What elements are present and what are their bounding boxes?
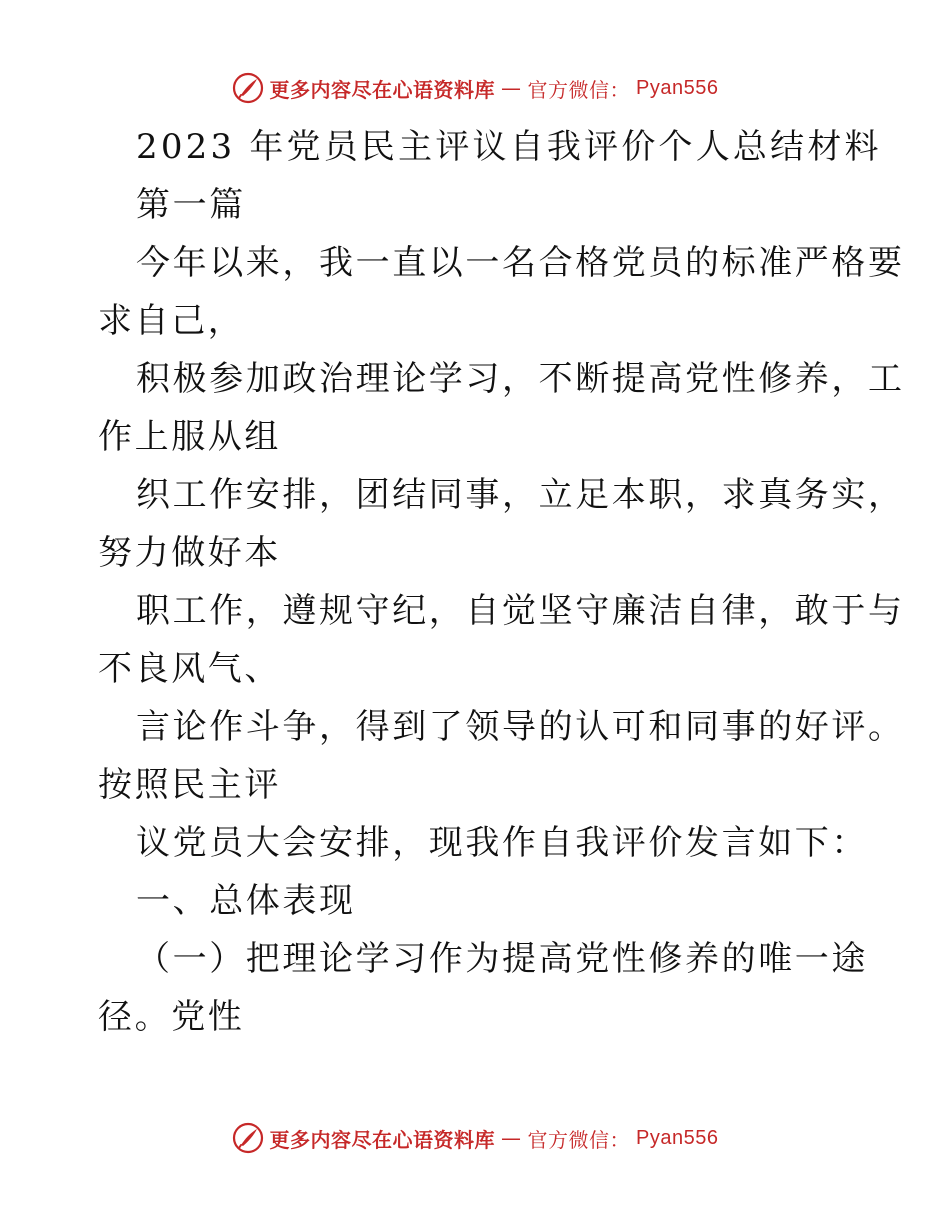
document-title: 2023 年党员民主评议自我评价个人总结材料 [136,127,882,167]
watermark-footer [0,1122,950,1154]
paragraph-line: 职工作，遵规守纪，自觉坚守廉洁自律，敢于与 [136,591,905,631]
paragraph-line: 不良风气、 [98,649,281,689]
watermark-header [0,72,950,104]
watermark-contact-id: Pyan556 [636,76,719,99]
paragraph-line: 径。党性 [98,997,245,1037]
paragraph-line: 努力做好本 [98,533,281,573]
paragraph-line: 作上服从组 [98,417,281,457]
quill-pen-logo-icon [232,1122,264,1154]
watermark-separator: — [501,1126,522,1150]
section-heading: 一、总体表现 [136,881,356,921]
paragraph-line: 第一篇 [136,185,246,225]
paragraph-line: 今年以来，我一直以一名合格党员的标准严格要 [136,243,905,283]
quill-pen-logo-icon [232,72,264,104]
watermark-contact-label: 官方微信： [527,1127,631,1152]
paragraph-line: 言论作斗争，得到了领导的认可和同事的好评。 [136,707,905,747]
paragraph-line: 织工作安排，团结同事，立足本职，求真务实， [136,475,905,515]
watermark-brand: 更多内容尽在心语资料库 [269,77,496,102]
paragraph-line: 积极参加政治理论学习，不断提高党性修养，工 [136,359,905,399]
document-body [98,118,905,1046]
paragraph-line: 按照民主评 [98,765,281,805]
paragraph-line: 求自己， [98,301,245,341]
watermark-contact-label: 官方微信： [527,77,631,102]
paragraph-line: 议党员大会安排，现我作自我评价发言如下： [136,823,868,863]
watermark-contact-id: Pyan556 [636,1126,719,1149]
subsection-heading: （一）把理论学习作为提高党性修养的唯一途 [136,939,868,979]
watermark-brand: 更多内容尽在心语资料库 [269,1127,496,1152]
watermark-separator: — [501,76,522,100]
